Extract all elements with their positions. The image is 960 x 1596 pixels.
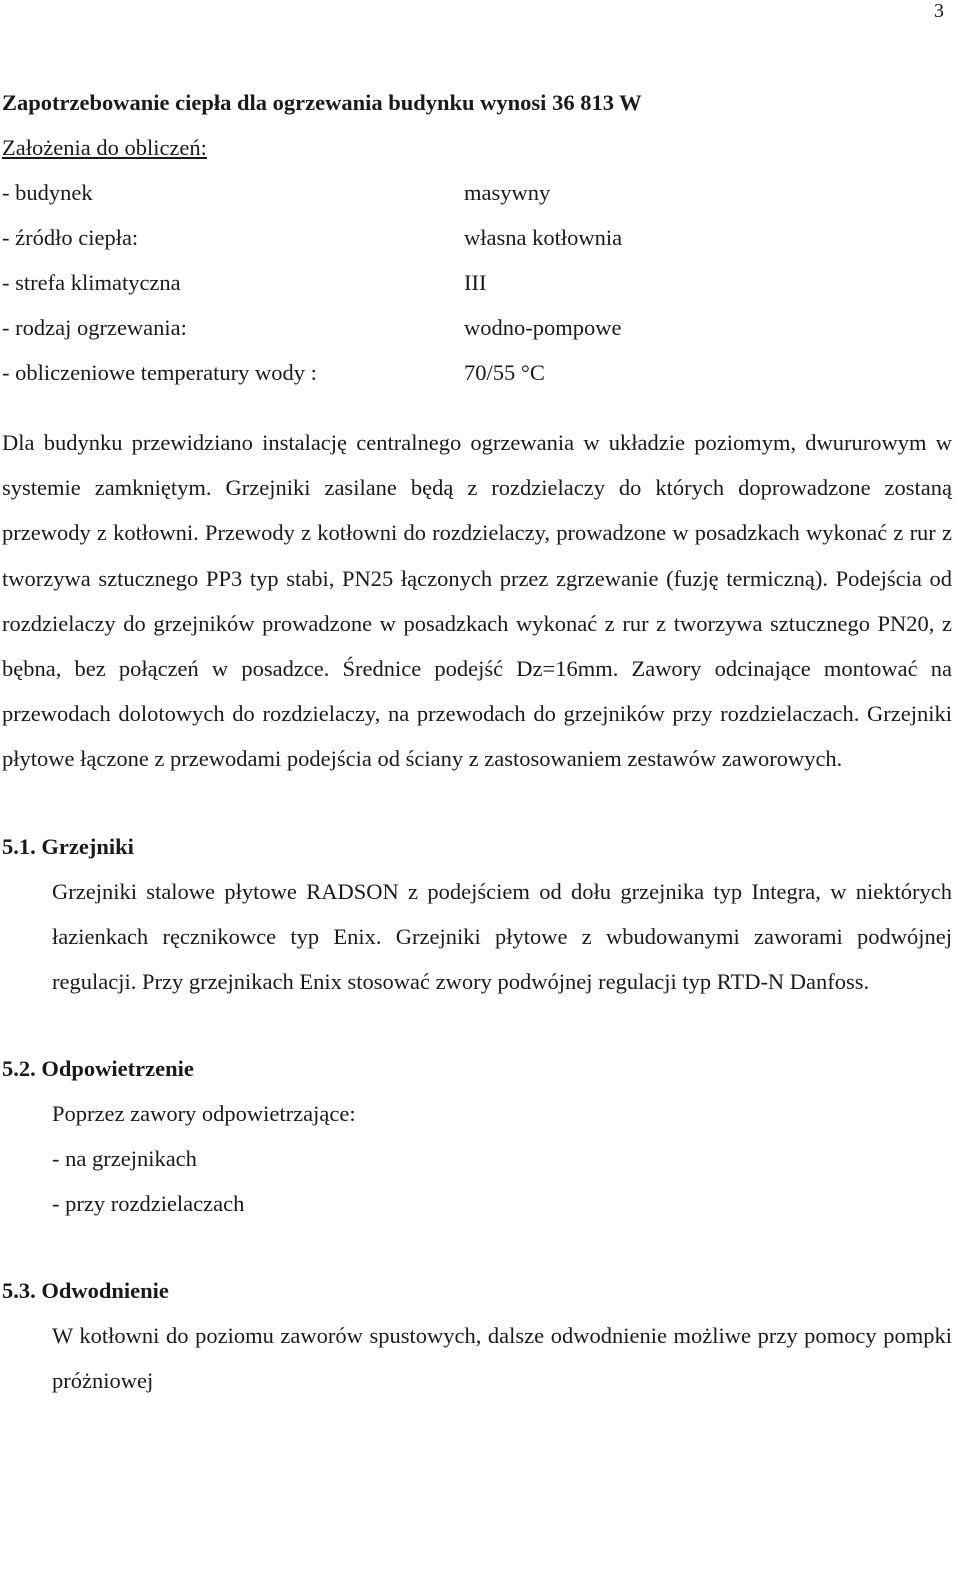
section-heading: 5.1. Grzejniki <box>2 833 134 859</box>
assumption-row <box>2 305 952 350</box>
section-heading: 5.3. Odwodnienie <box>2 1278 169 1304</box>
assumption-value: 70/55 °C <box>464 360 545 385</box>
assumption-value: wodno-pompowe <box>464 315 622 340</box>
section-paragraph: Grzejniki stalowe płytowe RADSON z podejściem od dołu grzejnika typ Integra, w niektórych łazienkach ręcznikowce typ Enix. Grzejniki płytowe z wbudowanymi zaworami podwójnej regulacji. Przy grzejnikach Enix stosować zwory podwójnej regulacji typ RTD-N Danfoss. <box>52 878 952 995</box>
assumption-label: - źródło ciepła: <box>2 225 139 250</box>
document-body <box>2 80 952 1404</box>
list-item: - na grzejnikach <box>52 1146 197 1172</box>
page-number: 3 <box>934 0 944 22</box>
assumption-label: - rodzaj ogrzewania: <box>2 315 187 340</box>
section-intro: Poprzez zawory odpowietrzające: <box>52 1101 356 1127</box>
assumption-row <box>2 260 952 305</box>
assumption-row <box>2 350 952 395</box>
section-grzejniki <box>2 824 952 1005</box>
assumption-row <box>2 215 952 260</box>
section-paragraph: W kotłowni do poziomu zaworów spustowych, dalsze odwodnienie możliwe przy pomocy pompki próżniowej <box>52 1323 952 1394</box>
assumptions-heading: Założenia do obliczeń: <box>2 135 207 160</box>
assumption-label: - budynek <box>2 180 93 205</box>
list-item: - przy rozdzielaczach <box>52 1191 245 1217</box>
assumption-value: III <box>464 270 487 295</box>
assumption-label: - strefa klimatyczna <box>2 270 181 295</box>
section-body <box>52 869 952 1005</box>
section-odwodnienie <box>2 1268 952 1403</box>
assumption-row <box>2 170 952 215</box>
assumption-value: masywny <box>464 180 551 205</box>
section-heading: 5.2. Odpowietrzenie <box>2 1056 194 1082</box>
assumptions-list <box>2 170 952 395</box>
intro-paragraph: Dla budynku przewidziano instalację centralnego ogrzewania w układzie poziomym, dwururowym w systemie zamkniętym. Grzejniki zasilane będą z rozdzielaczy do których doprowadzone zostaną przewody z kotłowni. Przewody z kotłowni do rozdzielaczy, prowadzone w posadzkach wykonać z rur z tworzywa sztucznego PP3 typ stabi, PN25 łączonych przez zgrzewanie (fuzję termiczną). Podejścia od rozdzielaczy do grzejników prowadzone w posadzkach wykonać z rur z tworzywa sztucznego PN20, z bębna, bez połączeń w posadzce. Średnice podejść Dz=16mm. Zawory odcinające montować na przewodach dolotowych do rozdzielaczy, na przewodach do grzejników przy rozdzielaczach. Grzejniki płytowe łączone z przewodami podejścia od ściany z zastosowaniem zestawów zaworowych. <box>2 430 952 772</box>
section-body <box>52 1313 952 1403</box>
assumption-label: - obliczeniowe temperatury wody : <box>2 360 317 385</box>
section-body <box>52 1091 952 1226</box>
assumption-value: własna kotłownia <box>464 225 623 250</box>
section-odpowietrzenie <box>2 1046 952 1226</box>
document-title: Zapotrzebowanie ciepła dla ogrzewania budynku wynosi 36 813 W <box>2 90 642 115</box>
